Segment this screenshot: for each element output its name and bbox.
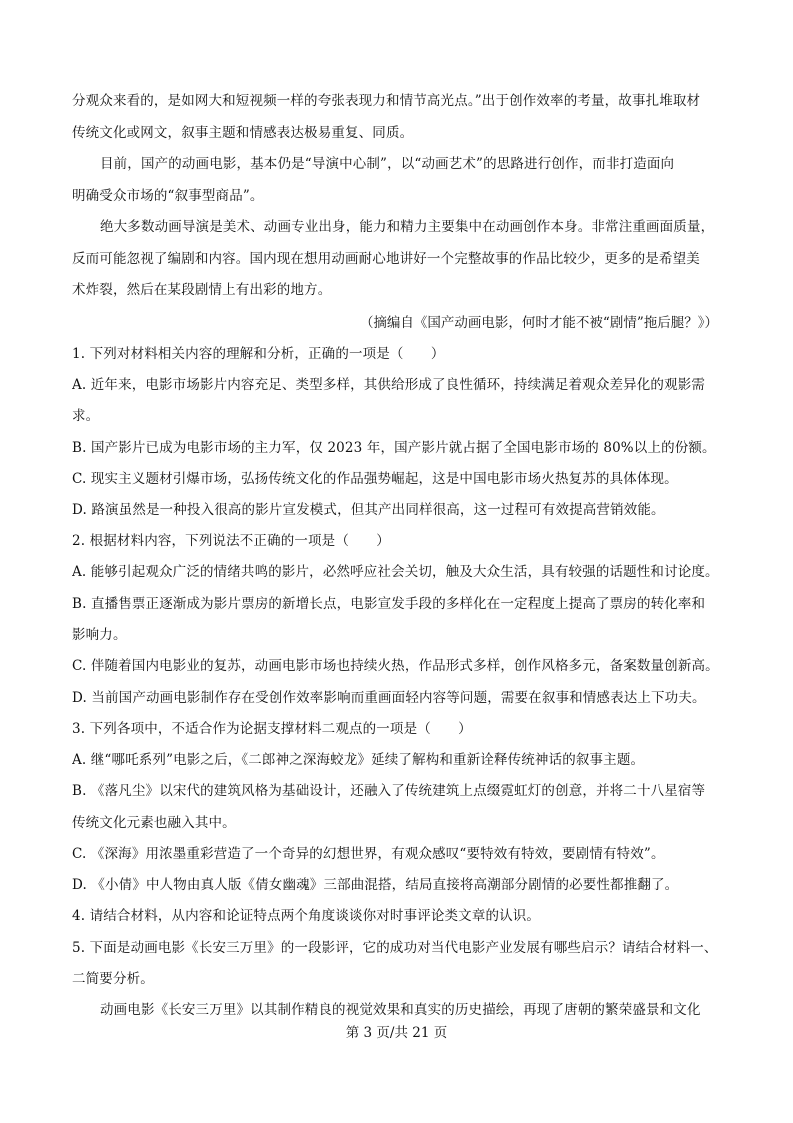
question-2-option-b: B. 直播售票正逐渐成为影片票房的新增长点，电影宣发手段的多样化在一定程度上提高了票房的转化率和 <box>72 596 706 612</box>
question-3-option-b-cont: 传统文化元素也融入其中。 <box>72 815 236 831</box>
question-3-option-a: A. 继“哪吒系列”电影之后，《二郎神之深海蛟龙》延续了解构和重新诠释传统神话的叙事主题。 <box>72 752 645 768</box>
question-1-option-d: D. 路演虽然是一种投入很高的影片宣发模式，但其产出同样很高，这一过程可有效提高营销效能。 <box>72 502 665 518</box>
question-2-option-b-cont: 影响力。 <box>72 627 127 643</box>
passage-line: 反而可能忽视了编剧和内容。国内现在想用动画耐心地讲好一个完整故事的作品比较少，更多的是希望美 <box>72 251 700 267</box>
passage-line: 术炸裂，然后在某段剧情上有出彩的地方。 <box>72 282 332 298</box>
question-1-option-a-cont: 求。 <box>72 408 100 424</box>
question-4: 4. 请结合材料，从内容和论证特点两个角度谈谈你对时事评论类文章的认识。 <box>72 908 541 924</box>
question-3-option-d: D. 《小倩》中人物由真人版《倩女幽魂》三部曲混搭，结局直接将高潮部分剧情的必要性都推翻了。 <box>72 877 679 893</box>
passage-line: 明确受众市场的“叙事型商品”。 <box>72 188 264 204</box>
passage-line: 传统文化或网文，叙事主题和情感表达极易重复、同质。 <box>72 125 414 141</box>
question-1-option-a: A. 近年来，电影市场影片内容充足、类型多样，其供给形成了良性循环，持续满足着观众差异化的观影需 <box>72 377 706 393</box>
question-3: 3. 下列各项中，不适合作为论据支撑材料二观点的一项是（ ） <box>72 721 472 737</box>
passage-source: （摘编自《国产动画电影，何时才能不被“剧情”拖后腿？》） <box>359 315 718 331</box>
page-number: 第 3 页/共 21 页 <box>345 1025 448 1041</box>
question-5-cont: 二简要分析。 <box>72 971 154 987</box>
review-text: 动画电影《长安三万里》以其制作精良的视觉效果和真实的历史描绘，再现了唐朝的繁荣盛景和文化 <box>100 1002 701 1018</box>
question-2: 2. 根据材料内容，下列说法不正确的一项是（ ） <box>72 533 390 549</box>
question-3-option-c: C. 《深海》用浓墨重彩营造了一个奇异的幻想世界，有观众感叹“要特效有特效，要剧情有特效”。 <box>72 846 665 862</box>
passage-line: 分观众来看的，是如网大和短视频一样的夸张表现力和情节高光点。”出于创作效率的考量，故事扎堆取材 <box>72 93 701 109</box>
question-3-option-b: B. 《落凡尘》以宋代的建筑风格为基础设计，还融入了传统建筑上点缀霓虹灯的创意，并将二十八星宿等 <box>72 783 706 799</box>
question-1-option-b: B. 国产影片已成为电影市场的主力军，仅 2023 年，国产影片就占据了全国电影市场的 80%以上的份额。 <box>72 440 716 456</box>
passage-line: 目前，国产的动画电影，基本仍是“导演中心制”，以“动画艺术”的思路进行创作，而非打造面向 <box>100 156 675 172</box>
question-1: 1. 下列对材料相关内容的理解和分析，正确的一项是（ ） <box>72 346 445 362</box>
question-1-option-c: C. 现实主义题材引爆市场，弘扬传统文化的作品强势崛起，这是中国电影市场火热复苏的具体体现。 <box>72 471 678 487</box>
question-5: 5. 下面是动画电影《长安三万里》的一段影评，它的成功对当代电影产业发展有哪些启示？请结合材料一、 <box>72 940 718 956</box>
question-2-option-c: C. 伴随着国内电影业的复苏，动画电影市场也持续火热，作品形式多样，创作风格多元，备案数量创新高。 <box>72 658 719 674</box>
question-2-option-d: D. 当前国产动画电影制作存在受创作效率影响而重画面轻内容等问题，需要在叙事和情感表达上下功夫。 <box>72 690 706 706</box>
question-2-option-a: A. 能够引起观众广泛的情绪共鸣的影片，必然呼应社会关切，触及大众生活，具有较强的话题性和讨论度。 <box>72 564 719 580</box>
passage-line: 绝大多数动画导演是美术、动画专业出身，能力和精力主要集中在动画创作本身。非常注重画面质量， <box>100 219 715 235</box>
